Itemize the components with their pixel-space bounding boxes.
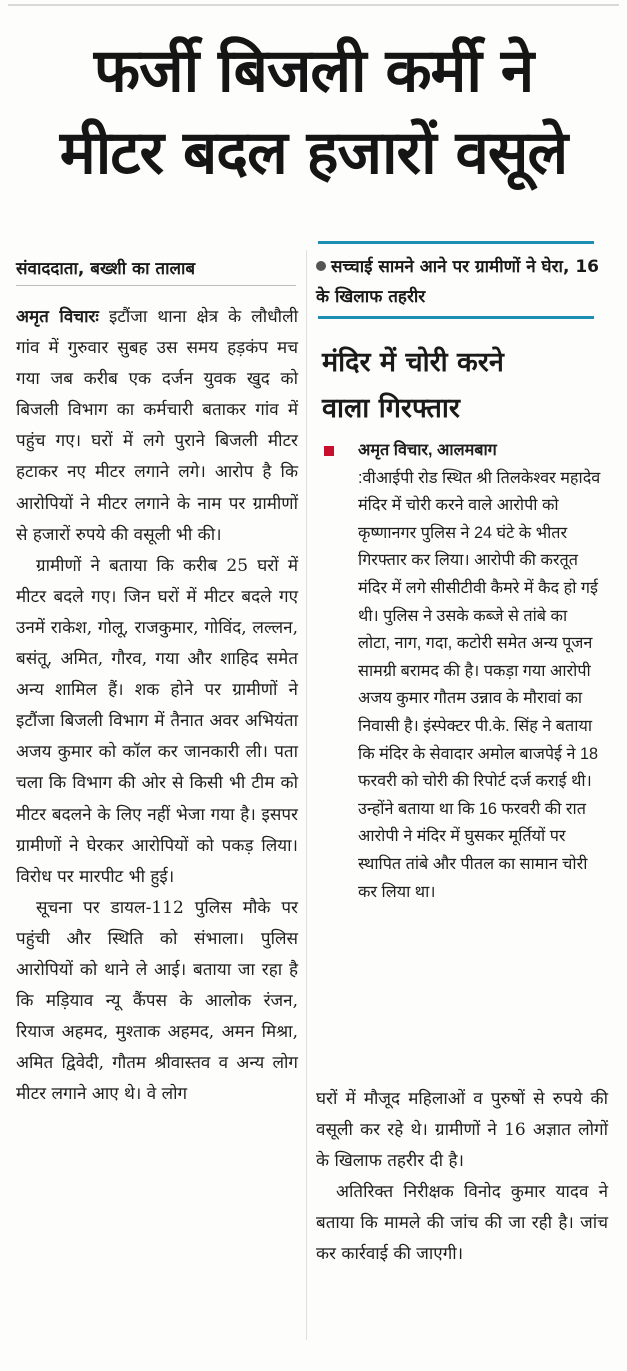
- main-story-column: [16, 302, 298, 1110]
- main-story-p1-text: इटौंजा थाना क्षेत्र के लौधौली गांव में गुरुवार सुबह उस समय हड़कंप मच गया जब करीब एक दर्जन युवक खुद को बिजली विभाग का कर्मचारी बताकर गांव में पहुंच गए। घरों में लगे पुराने बिजली मीटर हटाकर नए मीटर लगाने लगे। आरोप है कि आरोपियों ने मीटर लगाने के नाम पर ग्रामीणों से हजारों रुपये की वसूली भी की।: [16, 307, 298, 545]
- main-story-dateline: अमृत विचारः: [16, 307, 99, 327]
- main-story-paragraph-1: [16, 302, 298, 551]
- side-story-title: [322, 340, 602, 432]
- main-story-paragraph-3: सूचना पर डायल-112 पुलिस मौके पर पहुंची और स्थिति को संभाला। पुलिस आरोपियों को थाने ले आई। बताया जा रहा है कि मड़ियाव न्यू कैंपस के आलोक रंजन, रियाज अहमद, मुश्ताक अहमद, अमन मिश्रा, अमित द्विवेदी, गौतम श्रीवास्तव व अन्य लोग मीटर लगाने आए थे। वे लोग: [16, 897, 298, 1105]
- side-story-body: [358, 437, 603, 906]
- side-story-dateline: अमृत विचार, आलमबाग: [358, 441, 497, 459]
- main-story-paragraph-4: घरों में मौजूद महिलाओं व पुरुषों से रुपये की वसूली कर रहे थे। ग्रामीणों ने 16 अज्ञात लोगों के खिलाफ तहरीर दी है।: [316, 1089, 608, 1172]
- side-story-text: :वीआईपी रोड स्थित श्री तिलकेश्वर महादेव मंदिर में चोरी करने वाले आरोपी को कृष्णानगर पुलिस ने 24 घंटे के भीतर गिरफ्तार कर लिया। आरोपी की करतूत मंदिर में लगे सीसीटीवी कैमरे में कैद हो गई थी। पुलिस ने उसके कब्जे से तांबे का लोटा, नाग, गदा, कटोरी समेत अन्य पूजन सामग्री बरामद की है। पकड़ा गया आरोपी अजय कुमार गौतम उन्नाव के मौरावां का निवासी है। इंस्पेक्टर पी.के. सिंह ने बताया कि मंदिर के सेवादार अमोल बाजपेई ने 18 फरवरी को चोरी की रिपोर्ट दर्ज कराई थी। उन्होंने बताया था कि 16 फरवरी की रात आरोपी ने मंदिर में घुसकर मूर्तियों पर स्थापित तांबे और पीतल का सामान चोरी कर लिया था।: [358, 468, 601, 901]
- main-story-paragraph-2: ग्रामीणों ने बताया कि करीब 25 घरों में मीटर बदले गए। जिन घरों में मीटर बदले गए उनमें राकेश, गोलू, राजकुमार, गोविंद, लल्लन, बसंतू, अमित, गौरव, गया और शाहिद समेत अन्य शामिल हैं। शक होने पर ग्रामीणों ने इटौंजा बिजली विभाग में तैनात अवर अभियंता अजय कुमार को कॉल कर जानकारी ली। पता चला कि विभाग की ओर से किसी भी टीम को मीटर बदलने के लिए नहीं भेजा गया है। इसपर ग्रामीणों ने घेरकर आरोपियों को पकड़ लिया। विरोध पर मारपीट भी हुई।: [16, 555, 298, 887]
- bullet-icon: [316, 261, 326, 271]
- subhead-bottom-rule: [318, 316, 594, 319]
- byline-rule: [16, 285, 296, 286]
- side-story-title-line-1: मंदिर में चोरी करने: [322, 347, 504, 378]
- headline-line-2: मीटर बदल हजारों वसूले: [59, 118, 568, 188]
- main-story-paragraph-5: अतिरिक्त निरीक्षक विनोद कुमार यादव ने बताया कि मामले की जांच की जा रही है। जांच कर कार्रवाई की जाएगी।: [316, 1182, 608, 1265]
- side-story-title-line-2: वाला गिरफ्तार: [322, 393, 460, 424]
- subhead: [316, 252, 602, 312]
- square-bullet-icon: [324, 446, 334, 456]
- byline: संवाददाता, बख्शी का तालाब: [16, 259, 196, 279]
- main-story-continuation: [316, 1084, 608, 1271]
- subhead-text: सच्चाई सामने आने पर ग्रामीणों ने घेरा, 16 के खिलाफ तहरीर: [316, 257, 599, 307]
- top-rule: [8, 4, 619, 6]
- subhead-top-rule: [318, 241, 594, 244]
- column-divider: [306, 250, 307, 1340]
- headline-line-1: फर्जी बिजली कर्मी ने: [93, 36, 534, 106]
- headline: [0, 30, 627, 194]
